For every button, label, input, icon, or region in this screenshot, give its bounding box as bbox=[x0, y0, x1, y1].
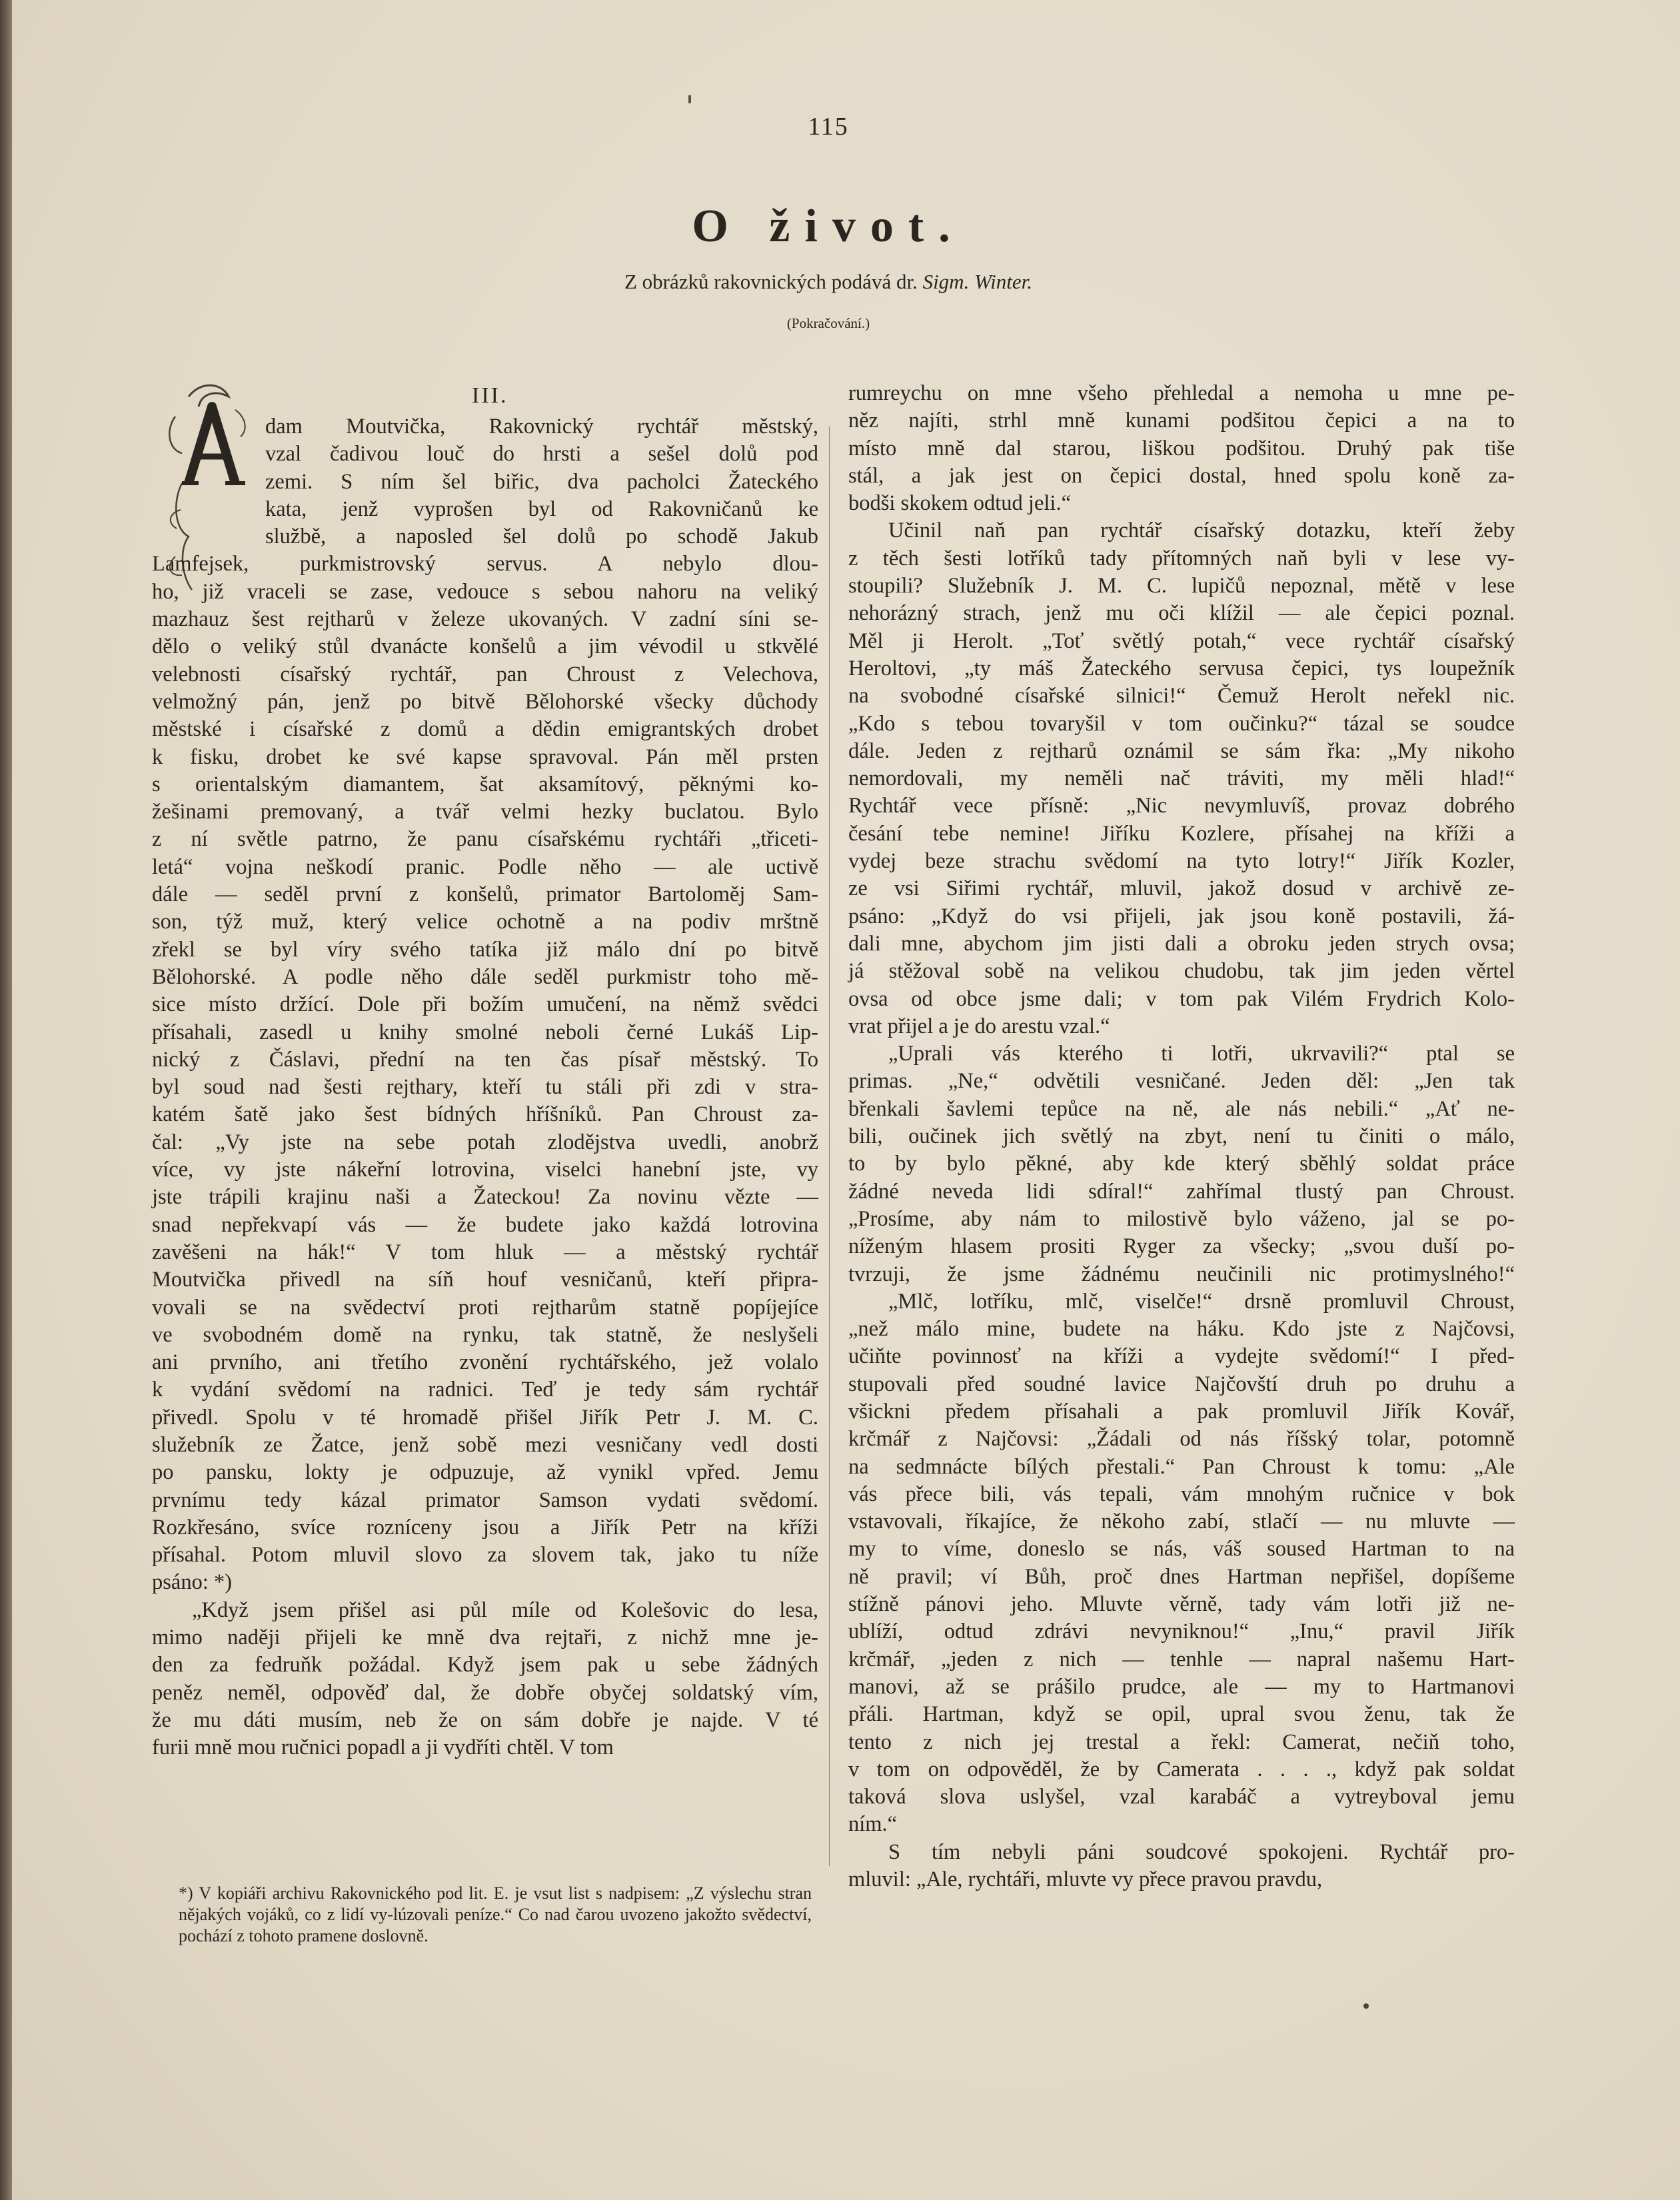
text-line: psáno: *) bbox=[152, 1570, 233, 1595]
article-subtitle bbox=[12, 270, 1645, 294]
text-line: místo mně dal starou, liškou podšitou. Druhý pak tiše bbox=[848, 436, 1515, 461]
text-line: břenkali šavlemi tepůce na ně, ale nás nebili.“ „Ať ne- bbox=[848, 1096, 1515, 1121]
text-line: dali mne, abychom jim jisti dali a obroku jeden strych ovsa; bbox=[848, 931, 1515, 956]
text-line: ho, již vraceli se zase, vedouce s sebou nahoru na veliký bbox=[152, 579, 818, 604]
left-column bbox=[152, 413, 818, 1762]
text-line: dále. Jeden z rejtharů oznámil se sám řka: „My nikoho bbox=[848, 738, 1515, 763]
text-line: stál, a jak jest on čepici dostal, hned spolu koně za- bbox=[848, 463, 1515, 488]
page-number: 115 bbox=[808, 113, 849, 141]
text-line: ním.“ bbox=[848, 1812, 898, 1837]
text-line: Měl ji Herolt. „Toť světlý potah,“ vece rychtář císařský bbox=[848, 628, 1515, 653]
text-line: Heroltovi, „ty máš Žateckého servusa čepici, tys loupežník bbox=[848, 656, 1515, 680]
text-line: manovi, až se prášilo prudce, ale — my to Hartmanovi bbox=[848, 1674, 1515, 1699]
text-line: vrat přijel a je do arestu vzal.“ bbox=[848, 1014, 1110, 1038]
text-line: vás přece bili, vás tepali, vám mnohým ručnice v bok bbox=[848, 1482, 1515, 1506]
text-line: Rozkřesáno, svíce rozníceny jsou a Jiřík Petr na kříži bbox=[152, 1515, 818, 1540]
text-line: žádné neveda lidi sdíral!“ zahřímal tlustý pan Chroust. bbox=[848, 1179, 1515, 1204]
text-line: po pansku, lokty je odpuzuje, až vynikl vpřed. Jemu bbox=[152, 1460, 818, 1485]
text-line: velebnosti císařský rychtář, pan Chroust z Velechova, bbox=[152, 662, 818, 686]
text-line: „Kdo s tebou tovaryšil v tom oučinku?“ tázal se soudce bbox=[848, 711, 1515, 736]
footnote: *) V kopiáři archivu Rakovnického pod lit. E. je vsut list s nadpisem: „Z výslechu stran nějakých vojáků, co z lidí vy-lúzovali peníze.“ Co nad čarou uvozeno jakožto svědectví, pochází z tohoto pramene doslovně. bbox=[179, 1883, 812, 1945]
text-line: v tom on odpověděl, že by Camerata . . . ., když pak soldat bbox=[848, 1757, 1515, 1781]
text-line: furii mně mou ručnici popadl a ji vydříti chtěl. V tom bbox=[152, 1735, 614, 1760]
text-line: stupovali před soudné lavice Najčovští druh po druhu a bbox=[848, 1372, 1515, 1396]
text-line: přísahal. Potom mluvil slovo za slovem tak, jako tu níže bbox=[152, 1543, 818, 1568]
text-line: ani prvního, ani třetího zvonění rychtářského, jež volalo bbox=[152, 1350, 818, 1375]
book-spine-shadow bbox=[0, 0, 12, 2200]
text-line: nický z Čáslavi, přední na ten čas písař městský. To bbox=[152, 1047, 818, 1072]
text-line: Lamfejsek, purkmistrovský servus. A nebylo dlou- bbox=[152, 552, 818, 576]
text-line: ovsa od obce jsme dali; v tom pak Vilém Frydrich Kolo- bbox=[848, 986, 1515, 1011]
text-line: den za fedruňk požádal. Když jsem pak u sebe žádných bbox=[152, 1653, 818, 1677]
text-line: velmožný pán, jenž po bitvě Bělohorské všecky důchody bbox=[152, 689, 818, 714]
text-line: katém šatě jako šest bídných hříšníků. Pan Chroust za- bbox=[152, 1102, 818, 1127]
text-line: Učinil naň pan rychtář císařský dotazku, kteří žeby bbox=[888, 519, 1515, 543]
text-line: žešinami premovaný, a tvář velmi hezky buclatou. Bylo bbox=[152, 800, 818, 824]
text-line: rumreychu on mne všeho přehledal a nemoha u mne pe- bbox=[848, 381, 1515, 405]
text-line: že mu dáti musím, neb že on sám dobře je najde. V té bbox=[152, 1707, 818, 1732]
text-line: Bělohorské. A podle něho dále seděl purkmistr toho mě- bbox=[152, 964, 818, 989]
text-line: son, týž muž, který velice ochotně a na podiv mrštně bbox=[152, 910, 818, 934]
text-line: vydej beze strachu svědomí na tyto lotry!“ Jiřík Kozler, bbox=[848, 849, 1515, 874]
print-dot bbox=[1363, 2003, 1369, 2009]
text-line: dělo o veliký stůl dvanácte konšelů a jim vévodil u stkvělé bbox=[152, 634, 818, 659]
text-line: městské i císařské z domů a dědin emigrantských drobet bbox=[152, 717, 818, 742]
subtitle-author: Sigm. Winter. bbox=[922, 270, 1033, 293]
text-line: to by bylo pěkné, aby kde který sběhlý soldat práce bbox=[848, 1152, 1515, 1176]
text-line: prvnímu tedy kázal primator Samson vydati svědomí. bbox=[152, 1488, 818, 1512]
text-line: bili, oučinek jich světlý na zbyt, není tu činiti o málo, bbox=[848, 1124, 1515, 1149]
text-line: na sedmnácte bílých přestali.“ Pan Chroust k tomu: „Ale bbox=[848, 1454, 1515, 1479]
text-line: Moutvička přivedl na síň houf vesničanů, kteří připra- bbox=[152, 1268, 818, 1292]
text-line: více, vy jste nákeřní lotrovina, viselci hanební jste, vy bbox=[152, 1158, 818, 1182]
text-line: na svobodné císařské silnici!“ Čemuž Herolt neřekl nic. bbox=[848, 684, 1515, 708]
article-title: O život. bbox=[692, 201, 965, 252]
text-line: vovali se na svědectví proti rejtharům statně popíjejíce bbox=[152, 1295, 818, 1320]
text-line: stoupili? Služebník J. M. C. lupičů nepoznal, mětě v lese bbox=[848, 574, 1515, 598]
text-line: my to víme, doneslo se nás, váš soused Hartman to na bbox=[848, 1537, 1515, 1562]
text-line: z těch šesti lotříků tady přítomných naň byli v lese vy- bbox=[848, 546, 1515, 570]
text-line: níženým hlasem prositi Ryger za všecky; „svou duší po- bbox=[848, 1234, 1515, 1259]
text-line: ublíží, odtud zdrávi nevyniknou!“ „Inu,“ pravil Jiřík bbox=[848, 1620, 1515, 1644]
text-line: zřekl se byl víry svého tatíka již málo dní po bitvě bbox=[152, 937, 818, 962]
text-line: ze vsi Siřimi rychtář, mluvil, jakož dosud v archivě ze- bbox=[848, 876, 1515, 901]
text-line: k fisku, drobet ke své kapse spravoval. Pán měl prsten bbox=[152, 744, 818, 769]
text-line: jste trápili krajinu naši a Žateckou! Za novinu vězte — bbox=[152, 1185, 818, 1210]
text-line: byl soud nad šesti rejthary, kteří tu stáli při zdi v stra- bbox=[152, 1075, 818, 1100]
section-number: III. bbox=[472, 383, 508, 408]
text-line: dále — seděl první z konšelů, primator Bartoloměj Sam- bbox=[152, 882, 818, 907]
text-line: já stěžoval sobě na velikou chudobu, tak jim jeden věrtel bbox=[848, 959, 1515, 984]
text-line: tvrzuji, že jsme žádnému neučinili nic protimyslného!“ bbox=[848, 1262, 1515, 1286]
text-line: stížně pánovi jeho. Mluvte věrně, tady vám lotři již ne- bbox=[848, 1592, 1515, 1617]
text-line: k vydání svědomí na radnici. Teď je tedy sám rychtář bbox=[152, 1378, 818, 1402]
text-line: „Mlč, lotříku, mlč, viselče!“ drsně promluvil Chroust, bbox=[888, 1289, 1515, 1314]
text-line: psáno: „Když do vsi přijeli, jak jsou koně postavili, žá- bbox=[848, 904, 1515, 928]
text-line: vzal čadivou louč do hrsti a sešel dolů pod bbox=[265, 442, 818, 467]
text-line: primas. „Ne,“ odvětili vesničané. Jeden děl: „Jen tak bbox=[848, 1069, 1515, 1094]
text-line: mazhauz šest rejtharů v železe ukovaných. V zadní síni se- bbox=[152, 607, 818, 632]
text-line: peněz neměl, odpověď dal, že dobře obyčej soldatský vím, bbox=[152, 1680, 818, 1705]
text-line: bodši skokem odtud jeli.“ bbox=[848, 491, 1071, 516]
text-line: ve svobodném domě na rynku, tak statně, že neslyšeli bbox=[152, 1322, 818, 1347]
text-line: letá“ vojna neškodí pranic. Podle něho — ale uctivě bbox=[152, 854, 818, 879]
text-line: krčmář, „jeden z nich — tenhle — napral našemu Hart- bbox=[848, 1647, 1515, 1671]
text-line: zemi. S ním šel biřic, dva pacholci Žateckého bbox=[265, 469, 818, 494]
right-column bbox=[848, 380, 1515, 1893]
text-line: něz najíti, strhl mně kunami podšitou čepici a na to bbox=[848, 409, 1515, 433]
text-line: nemordovali, my neměli nač tráviti, my měli hlad!“ bbox=[848, 766, 1515, 791]
print-mark bbox=[688, 95, 691, 103]
text-line: vstavovali, říkajíce, že někoho zabí, stlačí — nu mluvte — bbox=[848, 1510, 1515, 1534]
text-line: „Uprali vás kterého ti lotři, ukrvavili?“ ptal se bbox=[888, 1042, 1515, 1066]
text-line: snad nepřekvapí vás — že budete jako každá lotrovina bbox=[152, 1212, 818, 1237]
text-line: všickni předem přísahali a pak promluvil Jiřík Kovář, bbox=[848, 1399, 1515, 1424]
continued-note: (Pokračování.) bbox=[786, 315, 870, 331]
text-line: krčmář z Najčovsi: „Žádali od nás říšský tolar, potomně bbox=[848, 1427, 1515, 1452]
text-line: zavěšeni na hák!“ V tom hluk — a městský rychtář bbox=[152, 1240, 818, 1264]
text-line: nehorázný strach, jenž mu oči klížil — ale čepici poznal. bbox=[848, 601, 1515, 626]
text-line: přáli. Hartman, když se opil, upral svou ženu, tak že bbox=[848, 1702, 1515, 1727]
text-line: kata, jenž vyprošen byl od Rakovničanů ke bbox=[265, 497, 818, 521]
text-line: přísahali, zasedl u knihy smolné neboli černé Lukáš Lip- bbox=[152, 1020, 818, 1044]
text-line: s orientalským diamantem, šat aksamítový, pěknými ko- bbox=[152, 772, 818, 796]
column-divider bbox=[829, 427, 830, 1866]
text-line: „Prosíme, aby nám to milostivě bylo váženo, jal se po- bbox=[848, 1206, 1515, 1231]
text-line: S tím nebyli páni soudcové spokojeni. Rychtář pro- bbox=[888, 1839, 1515, 1864]
subtitle-prefix: Z obrázků rakovnických podává dr. bbox=[624, 270, 918, 293]
text-line: taková slova uslyšel, vzal karabáč a vytreyboval jemu bbox=[848, 1785, 1515, 1809]
text-line: „Když jsem přišel asi půl míle od Kolešovic do lesa, bbox=[192, 1598, 818, 1622]
text-line: tento z nich jej trestal a řekl: Camerat, nečiň toho, bbox=[848, 1729, 1515, 1754]
text-line: sice místo držící. Dole při božím umučení, na němž svědci bbox=[152, 992, 818, 1017]
text-line: mluvil: „Ale, rychtáři, mluvte vy přece pravou pravdu, bbox=[848, 1867, 1323, 1892]
text-line: službě, a naposled šel dolů po schodě Jakub bbox=[265, 525, 818, 549]
text-line: mimo naději přijeli ke mně dva rejtaři, z nichž mne je- bbox=[152, 1626, 818, 1650]
text-line: přivedl. Spolu v té hromadě přišel Jiřík Petr J. M. C. bbox=[152, 1405, 818, 1430]
text-line: ně pravil; ví Bůh, proč dnes Hartman nepřišel, dopíšeme bbox=[848, 1564, 1515, 1589]
text-line: „než málo mine, budete na háku. Kdo jste z Najčovsi, bbox=[848, 1317, 1515, 1342]
text-line: Rychtář vece přísně: „Nic nevymluvíš, provaz dobrého bbox=[848, 794, 1515, 818]
document-page bbox=[12, 0, 1680, 2200]
text-line: učiňte povinnosť na kříži a vydejte svědomí!“ I před- bbox=[848, 1344, 1515, 1369]
text-line: služebník ze Žatce, jenž sobě mezi vesničany vedl dosti bbox=[152, 1432, 818, 1457]
text-line: česání tebe nemine! Jiříku Kozlere, přísahej na kříži a bbox=[848, 821, 1515, 846]
text-line: dam Moutvička, Rakovnický rychtář městský, bbox=[265, 415, 818, 439]
text-line: z ní světle patrno, že panu císařskému rychtáři „třiceti- bbox=[152, 827, 818, 852]
text-line: čal: „Vy jste na sebe potah zlodějstva uvedli, anobrž bbox=[152, 1130, 818, 1154]
